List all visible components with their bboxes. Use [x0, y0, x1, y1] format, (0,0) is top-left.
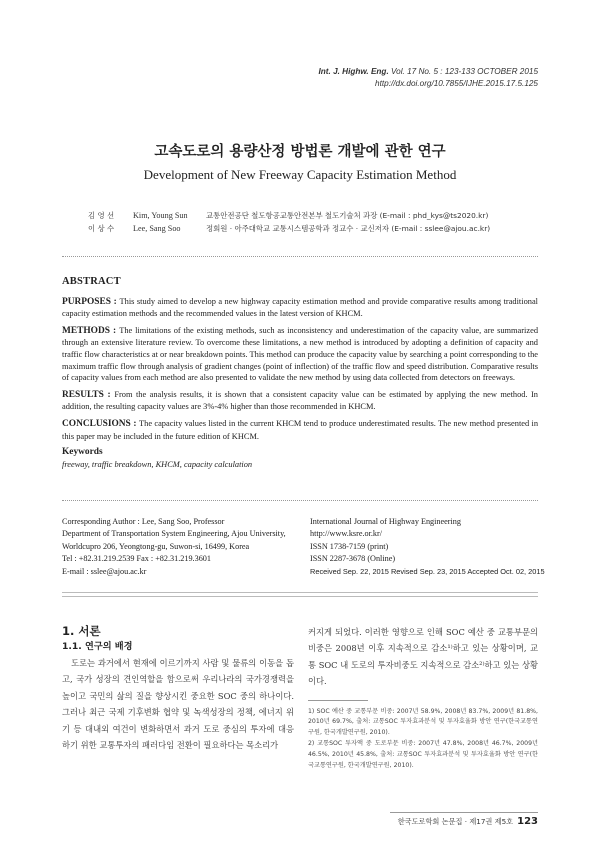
body-column-right: [308, 624, 538, 772]
author-affiliation: 교통안전공단 철도항공교통안전본부 철도기술처 과장 (E-mail : phd_kys@ts2020.kr): [206, 211, 489, 220]
journal-info-block: [310, 516, 545, 578]
purposes-text: This study aimed to develop a new highway capacity estimation method and provide comparative results among traditional capacity estimation methods and the recommended values in the latest version of KHCM.: [62, 296, 538, 319]
body-paragraph: 도로는 과거에서 현재에 이르기까지 사람 및 물류의 이동을 돕고, 국가 성장의 견인역할을 함으로써 우리나라의 국가경쟁력을 높이고 국민의 삶의 질을 향상시킨 중요한 SOC 중의 하나이다. 그러나 최근 국제 기후변화 협약 및 녹색성장의 정책, 에너지 위기 등 대내외 여건이 변화하면서 과거 도로 중심의 투자에 대응하기 위한 교통투자의 패러다임 전환이 필요하다는 목소리가: [62, 658, 294, 751]
corr-line: Tel : +82.31.219.2539 Fax : +82.31.219.3601: [62, 554, 211, 564]
journal-info-line: International Journal of Highway Engineering: [310, 517, 461, 526]
abstract-purposes: [62, 296, 538, 320]
doi-link[interactable]: http://dx.doi.org/10.7855/IJHE.2015.17.5.125: [375, 79, 538, 88]
footer-journal: 한국도로학회 논문집 · 제17권 제5호: [397, 817, 514, 826]
results-label: RESULTS :: [62, 389, 115, 400]
body-paragraph: 커지게 되었다. 이러한 영향으로 인해 SOC 예산 중 교통부문의 비중은 2008년 이후 지속적으로 감소¹⁾하고 있는 상황이며, 교통 SOC 내 도로의 투자비중도 지속적으로 감소²⁾하고 있는 상황이다.: [308, 627, 538, 687]
abstract-methods: [62, 325, 538, 384]
corresponding-author-block: [62, 516, 302, 578]
purposes-label: PURPOSES :: [62, 296, 120, 307]
corr-line: Worldcupro 206, Yeongtong-gu, Suwon-si, 16499, Korea: [62, 541, 250, 551]
footer-divider: [390, 812, 538, 813]
journal-header: [319, 66, 538, 90]
author-list: [88, 209, 490, 235]
journal-volume: Vol. 17 No. 5 : 123-133 OCTOBER 2015: [388, 67, 538, 76]
results-text: From the analysis results, it is shown that a consistent capacity value can be estimated by applying the new method. In addition, the resulting capacity values are 3%-4% higher than those recommended in KHCM.: [62, 389, 538, 412]
footnote: 2) 교통SOC 투자액 중 도로부문 비중: 2007년 47.8%, 2008년 46.7%, 2009년 46.5%, 2010년 45.8%, 출처: 교통SOC 투자효과분석 및 투자효율화 방안 연구(한국교통연구원, 한국개발연구원, 2010).: [308, 740, 538, 769]
author-name-korean: 김 영 선: [88, 211, 115, 220]
keywords-heading: Keywords: [62, 447, 103, 458]
methods-text: The limitations of the existing methods, such as inconsistency and underestimation of the capacity value, are summarized through an extensive literature review. To overcome these limitations, a new method is introduced by adopting a definition of capacity and traffic flow characteristics at or near breakdown points. This method can produce the capacity value by searching a point corresponding to the maximum traffic flow through analysis of gradient changes (point of inflection) of the traffic flow and speed distribution. Comparative results of capacity values from each method are also presented to validate the new method by using data collected from detectors on freeways.: [62, 325, 539, 383]
abstract-conclusions: [62, 418, 538, 442]
conclusions-text: The capacity values listed in the current KHCM tend to produce underestimated results. The new method presented in this paper may be included in the future edition of KHCM.: [62, 418, 539, 441]
page-footer: [398, 816, 538, 827]
abstract-block: [62, 276, 538, 470]
abstract-results: [62, 389, 538, 413]
author-row: [88, 209, 490, 222]
corr-email: E-mail : sslee@ajou.ac.kr: [62, 566, 147, 576]
author-affiliation: 정회원 · 아주대학교 교통시스템공학과 정교수 · 교신저자 (E-mail : sslee@ajou.ac.kr): [206, 224, 491, 233]
page-number: 123: [517, 816, 538, 827]
title-english: Development of New Freeway Capacity Estimation Method: [143, 167, 457, 182]
footnote-divider: [308, 700, 368, 701]
body-column-left: [62, 624, 294, 753]
corr-line: Corresponding Author : Lee, Sang Soo, Professor: [62, 517, 225, 526]
title-korean: 고속도로의 용량산정 방법론 개발에 관한 연구: [154, 144, 446, 160]
journal-citation: [319, 66, 538, 78]
divider: [62, 500, 538, 501]
author-name-english: Lee, Sang Soo: [133, 224, 181, 233]
divider: [62, 256, 538, 257]
corr-line: Department of Transportation System Engineering, Ajou University,: [62, 529, 286, 539]
journal-info-line: ISSN 2287-3678 (Online): [310, 554, 396, 564]
author-name-english: Kim, Young Sun: [133, 211, 188, 220]
journal-url[interactable]: http://www.ksre.or.kr/: [310, 529, 383, 539]
divider: [62, 596, 538, 597]
footnote: 1) SOC 예산 중 교통부문 비중: 2007년 58.9%, 2008년 83.7%, 2009년 81.8%, 2010년 69.7%, 출처: 교통SOC 투자효과분석 및 투자효율화 방안 연구(한국교통연구원, 한국개발연구원, 2010).: [308, 707, 538, 736]
author-row: [88, 222, 490, 235]
abstract-heading: ABSTRACT: [62, 276, 121, 287]
keywords-text: freeway, traffic breakdown, KHCM, capacity calculation: [62, 459, 253, 469]
divider: [62, 592, 538, 593]
author-name-korean: 이 상 수: [88, 224, 115, 233]
section-heading: 1. 서론: [62, 624, 101, 638]
methods-label: METHODS :: [62, 325, 120, 336]
received-dates: Received Sep. 22, 2015 Revised Sep. 23, 2015 Accepted Oct. 02, 2015: [310, 566, 545, 576]
journal-name: Int. J. Highw. Eng.: [318, 67, 389, 76]
journal-info-line: ISSN 1738-7159 (print): [310, 541, 389, 551]
conclusions-label: CONCLUSIONS :: [62, 418, 140, 429]
subsection-heading: 1.1. 연구의 배경: [62, 641, 133, 652]
